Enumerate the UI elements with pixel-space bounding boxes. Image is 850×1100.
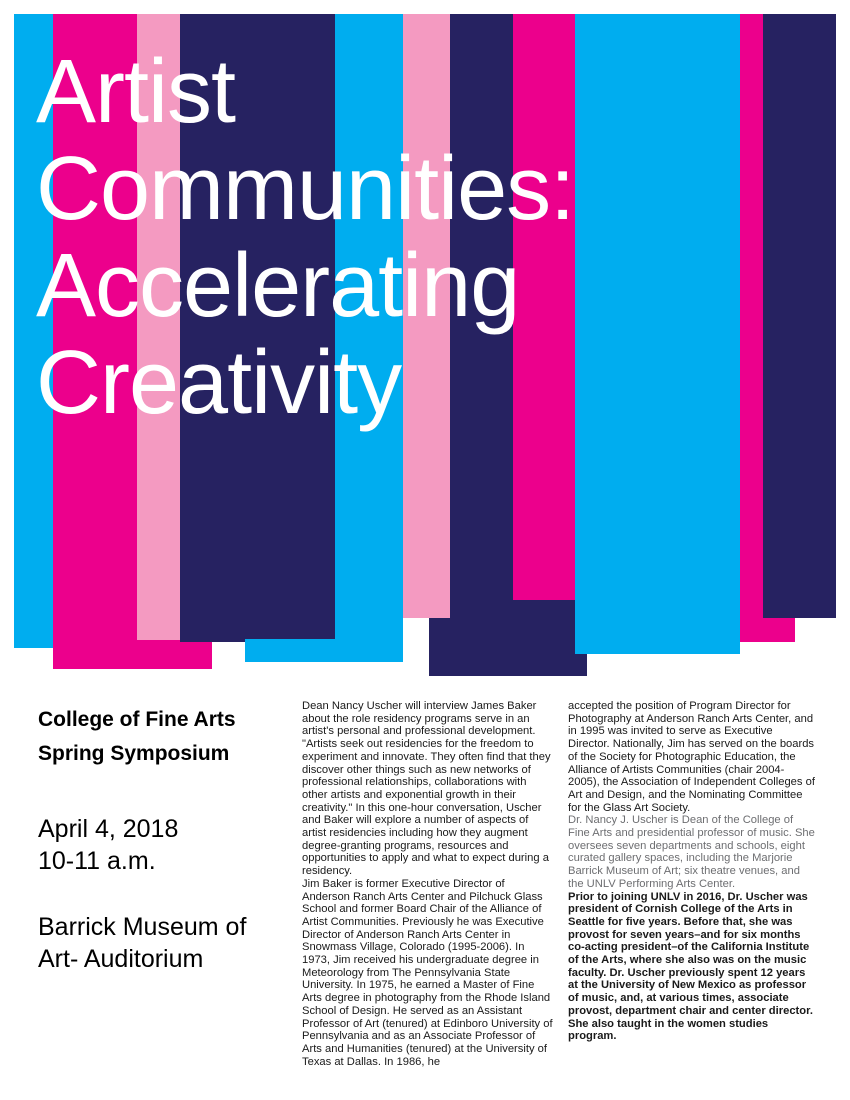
event-time: 10-11 a.m. xyxy=(38,847,156,875)
body-column-1 xyxy=(302,700,554,1068)
page-title xyxy=(36,44,574,432)
body-paragraph: Dean Nancy Uscher will interview James Baker about the role residency programs serve in an artist's personal and professional development. "Artists seek out residencies for the freedom to experiment and innovate. They often find that they discover other things such as new networks of professional relationships, collaborations with other artists and exponential growth in their creativity." In this one-hour conversation, Uscher and Baker will explore a number of aspects of artist residencies including how they augment degree-granting programs, resources and opportunities to apply and what to expect during a residency. xyxy=(302,700,551,878)
symposium-name: Spring Symposium xyxy=(38,742,230,765)
body-paragraph: Dr. Nancy J. Uscher is Dean of the College of Fine Arts and presidential professor of music. She oversees seven departments and schools, eight curated gallery spaces, including the Marjorie Barrick Museum of Art; six theatre venues, and the UNLV Performing Arts Center. xyxy=(568,814,815,890)
body-paragraph: Jim Baker is former Executive Director of Anderson Ranch Arts Center and Pilchuck Glass School and former Board Chair of the Alliance of Artist Communities. Previously he was Executive Director of Anderson Ranch Arts Center in Snowmass Village, Colorado (1995-2006). In 1973, Jim received his undergraduate degree in Meteorology from The Pennsylvania State University. In 1975, he earned a Master of Fine Arts degree in photography from the Rhode Island School of Design. He served as an Assistant Professor of Art (tenured) at Edinboro University of Pennsylvania and as an Associate Professor of Arts and Humanities (tenured) at the University of Texas at Dallas. In 1986, he xyxy=(302,877,553,1068)
stripe-4 xyxy=(137,640,212,669)
stripe-14 xyxy=(763,14,836,618)
title-line: Accelerating xyxy=(36,236,520,336)
body-paragraph: accepted the position of Program Director for Photography at Anderson Ranch Arts Center, and in 1995 was invited to serve as Executive Director. Nationally, Jim has served on the boards of the Society for Photographic Education, the Alliance of Artists Communities (chair 2004-2005), the Association of Independent Colleges of Art and Design, and the Nominating Committee for the Glass Art Society. xyxy=(568,700,815,814)
college-name: College of Fine Arts xyxy=(38,708,236,731)
body-column-2 xyxy=(568,700,816,1043)
title-line: Artist xyxy=(36,42,236,142)
event-info xyxy=(38,703,288,975)
event-venue-line: Art- Auditorium xyxy=(38,945,204,973)
body-paragraph: Prior to joining UNLV in 2016, Dr. Uscher was president of Cornish College of the Arts in Seattle for five years. Before that, she was provost for seven years–and for six months co-acting president–of the California Institute of the Arts, where she also was on the music faculty. Dr. Uscher previously spent 12 years at the University of New Mexico as professor of music, and, at various times, associate provost, department chair and center director. She also taught in the women studies program. xyxy=(568,890,813,1043)
event-date: April 4, 2018 xyxy=(38,815,179,843)
event-venue-line: Barrick Museum of xyxy=(38,913,247,941)
stripe-13 xyxy=(575,14,740,654)
title-line: Creativity xyxy=(36,333,402,433)
title-line: Communities: xyxy=(36,139,575,239)
